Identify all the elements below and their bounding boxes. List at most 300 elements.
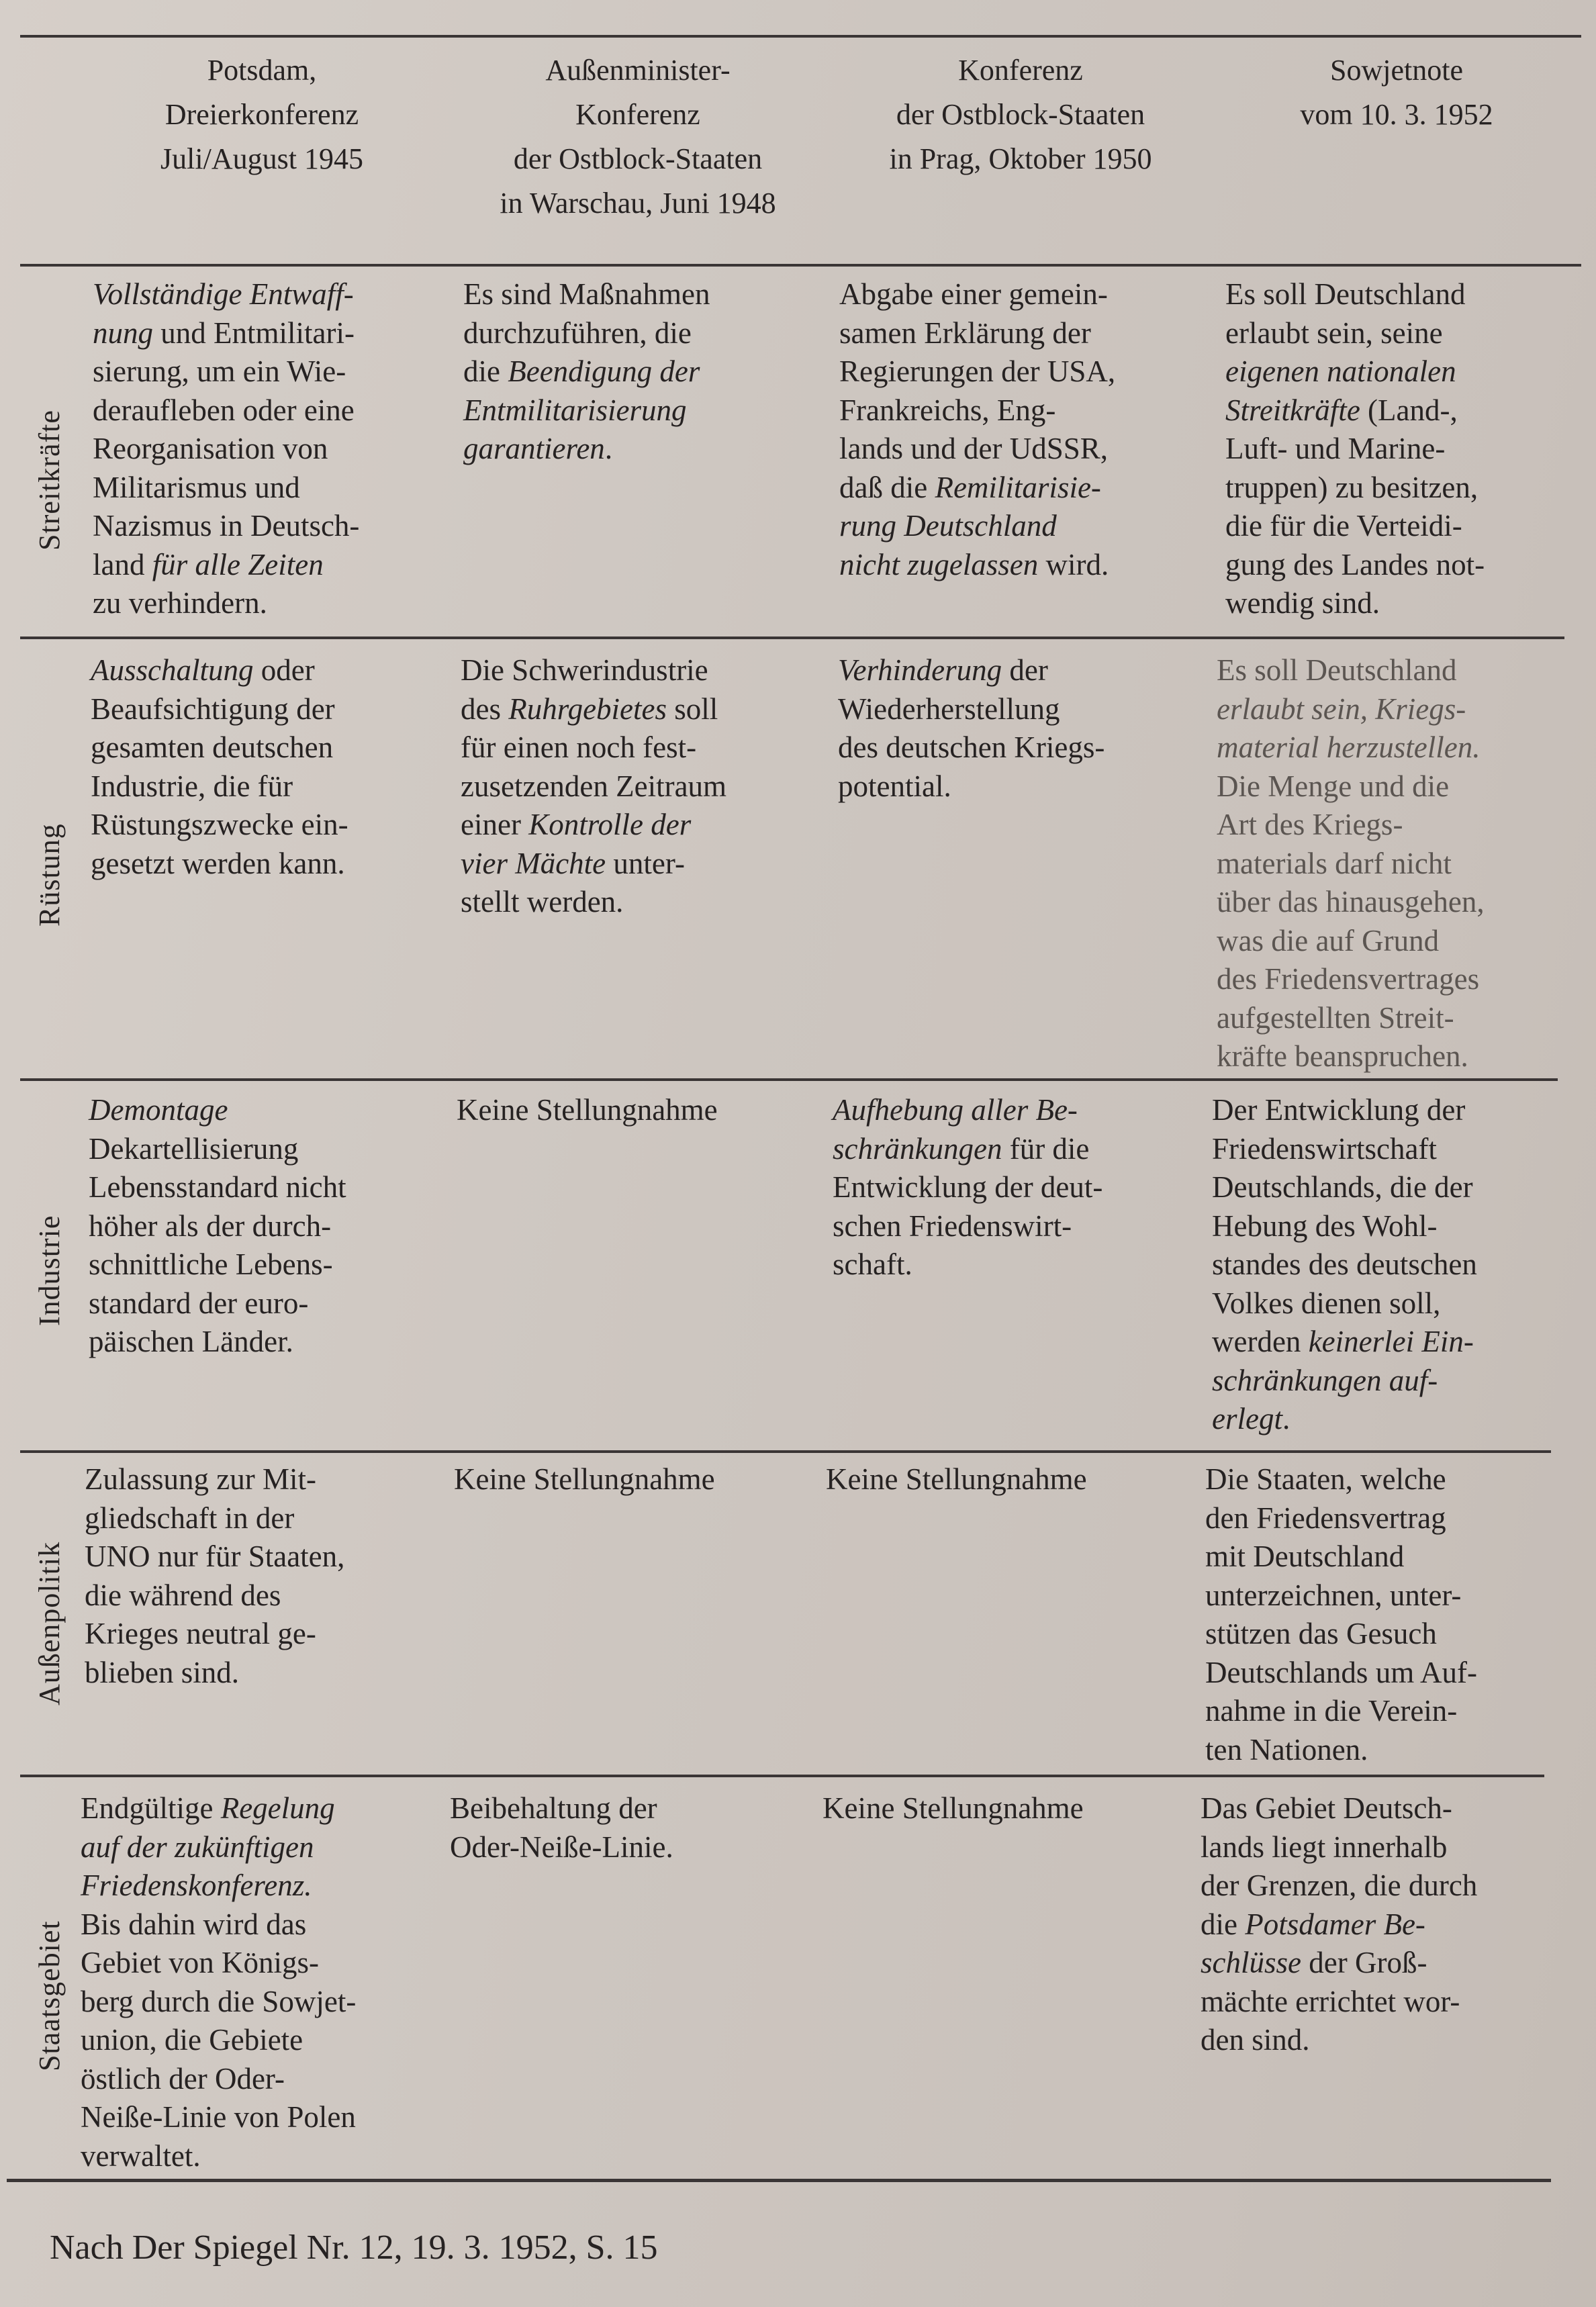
text: land xyxy=(93,547,152,581)
cell-line xyxy=(93,275,359,314)
row-streitkraefte xyxy=(0,275,1596,638)
text: Nazismus in Deutsch- xyxy=(93,509,360,543)
text: erlaubt sein, seine xyxy=(1225,316,1443,350)
cell-line xyxy=(838,728,1105,767)
cell-line xyxy=(1201,1789,1477,1828)
cell-line xyxy=(461,883,726,922)
cell-line xyxy=(839,314,1115,353)
cell-line xyxy=(91,651,348,690)
text: . xyxy=(1282,1402,1290,1435)
header-line: in Prag, Oktober 1950 xyxy=(889,142,1152,175)
text: Abgabe einer gemein- xyxy=(839,277,1108,311)
cell-line xyxy=(1205,1731,1477,1770)
text: stützen das Gesuch xyxy=(1205,1617,1437,1650)
text: unterzeichnen, unter- xyxy=(1205,1578,1462,1612)
top-rule xyxy=(20,35,1581,38)
cell-line xyxy=(833,1245,1102,1284)
header-line: Dreierkonferenz xyxy=(165,98,359,131)
text: schen Friedenswirt- xyxy=(833,1209,1072,1243)
cell-line xyxy=(1217,922,1485,961)
cell-line xyxy=(1217,1037,1485,1076)
text: für einen noch fest- xyxy=(461,731,697,764)
cell-sowjetnote xyxy=(1217,651,1485,1076)
cell-line xyxy=(1225,391,1485,430)
cell-warschau xyxy=(461,651,726,922)
cell-line xyxy=(1225,430,1485,469)
cell-line xyxy=(81,2098,356,2137)
text: Die Schwerindustrie xyxy=(461,653,708,687)
italic-text: schränkungen auf- xyxy=(1212,1363,1438,1397)
cell-line xyxy=(454,1460,715,1499)
cell-line xyxy=(1212,1362,1477,1401)
cell-line xyxy=(1217,806,1485,845)
text: samen Erklärung der xyxy=(839,316,1091,350)
italic-text: material herzustellen. xyxy=(1217,731,1481,764)
cell-line xyxy=(91,690,348,729)
italic-text: Entmilitarisierung xyxy=(463,393,687,427)
text: . xyxy=(604,432,613,465)
text: Oder-Neiße-Linie. xyxy=(450,1830,673,1864)
text: stellt werden. xyxy=(461,885,624,919)
italic-text: Vollständige Entwaff- xyxy=(93,277,354,311)
header-line: Potsdam, xyxy=(207,54,317,87)
text: der xyxy=(1002,653,1048,687)
cell-line xyxy=(461,728,726,767)
text: gesamten deutschen xyxy=(91,731,334,764)
text: Entwicklung der deut- xyxy=(833,1170,1103,1204)
cell-line xyxy=(839,469,1115,508)
row-rule xyxy=(20,1775,1544,1777)
cell-line xyxy=(461,651,726,690)
cell-line xyxy=(833,1207,1102,1246)
cell-line xyxy=(1205,1499,1477,1538)
cell-line xyxy=(1205,1538,1477,1576)
text: wendig sind. xyxy=(1225,586,1380,620)
text: über das hinausgehen, xyxy=(1217,885,1485,919)
cell-sowjetnote xyxy=(1225,275,1485,623)
italic-text: Aufhebung aller Be- xyxy=(833,1093,1078,1127)
text: Es soll Deutschland xyxy=(1217,653,1457,687)
cell-line xyxy=(93,314,359,353)
italic-text: eigenen nationalen xyxy=(1225,355,1456,388)
text: die während des xyxy=(85,1578,281,1612)
cell-line xyxy=(463,275,710,314)
row-rule xyxy=(20,637,1564,639)
cell-line xyxy=(463,430,710,469)
text: Volkes dienen soll, xyxy=(1212,1286,1441,1320)
text: Frankreichs, Eng- xyxy=(839,393,1056,427)
cell-line xyxy=(89,1323,346,1362)
cell-line xyxy=(1225,314,1485,353)
row-aussenpolitik xyxy=(0,1460,1596,1769)
cell-sowjetnote xyxy=(1205,1460,1477,1769)
header-line: vom 10. 3. 1952 xyxy=(1300,98,1493,131)
cell-line xyxy=(85,1654,344,1693)
text: Lebensstandard nicht xyxy=(89,1170,346,1204)
cell-warschau xyxy=(463,275,710,469)
cell-line xyxy=(1217,845,1485,884)
header-rule xyxy=(20,264,1581,267)
cell-prag xyxy=(826,1460,1087,1499)
text: deraufleben oder eine xyxy=(93,393,355,427)
cell-line xyxy=(839,430,1115,469)
cell-line xyxy=(85,1615,344,1654)
header-line: Konferenz xyxy=(958,54,1083,87)
cell-prag xyxy=(823,1789,1084,1828)
cell-line xyxy=(461,767,726,806)
italic-text: nung xyxy=(93,316,153,350)
header-prag xyxy=(839,48,1202,181)
cell-line xyxy=(81,1944,356,1983)
text: Keine Stellungnahme xyxy=(823,1791,1084,1825)
cell-potsdam xyxy=(85,1460,344,1692)
cell-line xyxy=(1201,1983,1477,2022)
cell-line xyxy=(450,1789,673,1828)
cell-line xyxy=(89,1091,346,1130)
header-line: Sowjetnote xyxy=(1330,54,1463,87)
cell-line xyxy=(93,507,359,546)
italic-text: Demontage xyxy=(89,1093,228,1127)
header-line: Konferenz xyxy=(575,98,700,131)
cell-line xyxy=(85,1538,344,1576)
text: Neiße-Linie von Polen xyxy=(81,2100,356,2134)
row-staatsgebiet xyxy=(0,1789,1596,2192)
text: den sind. xyxy=(1201,2023,1310,2057)
text: Deutschlands um Auf- xyxy=(1205,1655,1477,1689)
text: Die Menge und die xyxy=(1217,769,1450,803)
text: Das Gebiet Deutsch- xyxy=(1201,1791,1452,1825)
italic-text: Ruhrgebietes xyxy=(508,692,667,726)
italic-text: Remilitarisie- xyxy=(935,470,1101,504)
cell-warschau xyxy=(454,1460,715,1499)
cell-line xyxy=(823,1789,1084,1828)
cell-line xyxy=(1201,1867,1477,1905)
text: Beibehaltung der xyxy=(450,1791,657,1825)
text: Der Entwicklung der xyxy=(1212,1093,1466,1127)
cell-line xyxy=(1212,1323,1477,1362)
text: den Friedensvertrag xyxy=(1205,1501,1446,1535)
text: (Land-, xyxy=(1360,393,1458,427)
text: Gebiet von Königs- xyxy=(81,1946,319,1979)
cell-line xyxy=(1217,883,1485,922)
text: Militarismus und xyxy=(93,470,300,504)
header-line: in Warschau, Juni 1948 xyxy=(500,187,776,220)
italic-text: für alle Zeiten xyxy=(152,547,324,581)
text: Die Staaten, welche xyxy=(1205,1462,1446,1496)
text: Hebung des Wohl- xyxy=(1212,1209,1438,1243)
text: gliedschaft in der xyxy=(85,1501,295,1535)
italic-text: auf der zukünftigen xyxy=(81,1830,314,1864)
row-label: Rüstung xyxy=(33,823,66,927)
cell-line xyxy=(838,767,1105,806)
cell-potsdam xyxy=(93,275,359,623)
header-line: Außenminister- xyxy=(545,54,731,87)
text: östlich der Oder- xyxy=(81,2061,285,2096)
header-line: der Ostblock-Staaten xyxy=(513,142,763,175)
text: Deutschlands, die der xyxy=(1212,1170,1473,1204)
text: Es soll Deutschland xyxy=(1225,277,1466,311)
text: die für die Verteidi- xyxy=(1225,509,1462,543)
cell-line xyxy=(93,469,359,508)
row-industrie xyxy=(0,1091,1596,1454)
text: mit Deutschland xyxy=(1205,1540,1405,1573)
text: standard der euro- xyxy=(89,1286,309,1320)
cell-line xyxy=(93,391,359,430)
text: zu verhindern. xyxy=(93,586,267,620)
text: Beaufsichtigung der xyxy=(91,692,335,726)
italic-text: Ausschaltung xyxy=(91,653,254,687)
header-potsdam xyxy=(101,48,423,181)
text: kräfte beanspruchen. xyxy=(1217,1039,1468,1073)
cell-line xyxy=(91,806,348,845)
cell-line xyxy=(1201,1905,1477,1944)
text: truppen) zu besitzen, xyxy=(1225,470,1478,504)
italic-text: schränkungen xyxy=(833,1131,1002,1166)
cell-line xyxy=(1225,469,1485,508)
text: daß die xyxy=(839,470,935,504)
cell-line xyxy=(81,2021,356,2060)
text: lands und der UdSSR, xyxy=(839,432,1109,465)
cell-line xyxy=(1212,1091,1477,1130)
italic-text: Verhinderung xyxy=(838,653,1002,687)
header-sowjetnote xyxy=(1229,48,1564,137)
cell-line xyxy=(1217,960,1485,999)
text: UNO nur für Staaten, xyxy=(85,1540,345,1573)
italic-text: schlüsse xyxy=(1201,1946,1301,1979)
cell-line xyxy=(1212,1207,1477,1246)
cell-line xyxy=(93,430,359,469)
cell-line xyxy=(839,275,1115,314)
cell-line xyxy=(1201,1828,1477,1867)
cell-line xyxy=(1217,690,1485,729)
cell-line xyxy=(85,1499,344,1538)
italic-text: vier Mächte xyxy=(461,846,606,880)
row-rule xyxy=(20,1450,1551,1453)
italic-text: erlegt xyxy=(1212,1402,1282,1435)
text: lands liegt innerhalb xyxy=(1201,1830,1448,1864)
text: des Friedensvertrages xyxy=(1217,962,1480,996)
cell-line xyxy=(1205,1654,1477,1693)
cell-line xyxy=(1217,999,1485,1038)
text: des xyxy=(461,692,509,726)
cell-line xyxy=(81,1789,356,1828)
cell-line xyxy=(461,690,726,729)
cell-line xyxy=(833,1168,1102,1207)
text: nahme in die Verein- xyxy=(1205,1694,1458,1728)
text: Wiederherstellung xyxy=(838,692,1060,726)
text: Friedenswirtschaft xyxy=(1212,1131,1437,1166)
italic-text: Regelung xyxy=(220,1791,335,1825)
cell-line xyxy=(833,1091,1102,1130)
cell-line xyxy=(93,546,359,585)
cell-potsdam xyxy=(91,651,348,883)
cell-prag xyxy=(833,1091,1102,1284)
row-ruestung xyxy=(0,651,1596,1081)
text: union, die Gebiete xyxy=(81,2023,303,2057)
cell-line xyxy=(839,391,1115,430)
italic-text: Kontrolle der xyxy=(528,808,692,841)
text: was die auf Grund xyxy=(1217,923,1440,957)
italic-text: Streitkräfte xyxy=(1225,393,1360,427)
row-rule xyxy=(20,1078,1558,1081)
text: sierung, um ein Wie- xyxy=(93,355,346,388)
cell-line xyxy=(81,1867,356,1905)
cell-line xyxy=(838,651,1105,690)
cell-line xyxy=(85,1460,344,1499)
cell-line xyxy=(89,1284,346,1323)
text: Art des Kriegs- xyxy=(1217,808,1403,841)
text: Regierungen der USA, xyxy=(839,355,1116,388)
cell-line xyxy=(461,806,726,845)
text: die xyxy=(463,355,508,388)
cell-line xyxy=(1225,584,1485,623)
row-label: Streitkräfte xyxy=(33,410,66,551)
row-label: Staatsgebiet xyxy=(33,1920,66,2071)
cell-line xyxy=(1212,1245,1477,1284)
cell-line xyxy=(463,391,710,430)
cell-line xyxy=(1217,651,1485,690)
cell-line xyxy=(91,767,348,806)
italic-text: Potsdamer Be- xyxy=(1245,1907,1425,1941)
text: materials darf nicht xyxy=(1217,846,1452,880)
text: Industrie, die für xyxy=(91,769,293,803)
cell-line xyxy=(839,352,1115,391)
cell-line xyxy=(838,690,1105,729)
text: für die xyxy=(1002,1131,1090,1166)
cell-line xyxy=(1217,728,1485,767)
row-label: Industrie xyxy=(33,1215,66,1326)
cell-line xyxy=(85,1576,344,1615)
bottom-rule xyxy=(7,2179,1551,2182)
cell-line xyxy=(1205,1692,1477,1731)
text: Keine Stellungnahme xyxy=(826,1462,1087,1496)
cell-line xyxy=(463,314,710,353)
cell-line xyxy=(81,2137,356,2176)
text: soll xyxy=(667,692,718,726)
text: durchzuführen, die xyxy=(463,316,692,350)
text: schnittliche Lebens- xyxy=(89,1247,333,1281)
text: Keine Stellungnahme xyxy=(454,1462,715,1496)
italic-text: garantieren xyxy=(463,432,605,465)
cell-potsdam xyxy=(81,1789,356,2175)
cell-line xyxy=(89,1207,346,1246)
cell-line xyxy=(839,507,1115,546)
text: Endgültige xyxy=(81,1791,221,1825)
cell-sowjetnote xyxy=(1212,1091,1477,1439)
italic-text: keinerlei Ein- xyxy=(1308,1325,1474,1358)
text: mächte errichtet wor- xyxy=(1201,1984,1460,2018)
text: Keine Stellungnahme xyxy=(457,1093,718,1127)
text: Reorganisation von xyxy=(93,432,328,465)
text: wird. xyxy=(1038,547,1109,581)
text: ten Nationen. xyxy=(1205,1732,1368,1767)
header-warschau xyxy=(457,48,819,226)
cell-line xyxy=(1205,1615,1477,1654)
cell-warschau xyxy=(450,1789,673,1867)
text: die xyxy=(1201,1907,1246,1941)
cell-line xyxy=(1225,507,1485,546)
italic-text: erlaubt sein, Kriegs- xyxy=(1217,692,1466,726)
text: aufgestellten Streit- xyxy=(1217,1000,1454,1035)
text: einer xyxy=(461,808,529,841)
cell-line xyxy=(81,1828,356,1867)
cell-line xyxy=(1212,1284,1477,1323)
table-header xyxy=(0,48,1596,250)
text: standes des deutschen xyxy=(1212,1247,1477,1281)
italic-text: nicht zugelassen xyxy=(839,547,1039,581)
cell-line xyxy=(81,1905,356,1944)
cell-line xyxy=(1205,1576,1477,1615)
text: der Groß- xyxy=(1301,1946,1427,1979)
cell-line xyxy=(1205,1460,1477,1499)
cell-line xyxy=(1225,275,1485,314)
cell-line xyxy=(826,1460,1087,1499)
text: Dekartellisierung xyxy=(89,1131,299,1166)
text: und Entmilitari- xyxy=(153,316,355,350)
text: unter- xyxy=(606,846,685,880)
text: blieben sind. xyxy=(85,1655,239,1689)
cell-line xyxy=(457,1091,718,1130)
text: Es sind Maßnahmen xyxy=(463,277,710,311)
text: zusetzenden Zeitraum xyxy=(461,769,727,803)
cell-line xyxy=(463,352,710,391)
text: verwaltet. xyxy=(81,2138,201,2173)
cell-line xyxy=(81,2060,356,2099)
header-line: der Ostblock-Staaten xyxy=(896,98,1145,131)
text: Rüstungszwecke ein- xyxy=(91,808,348,841)
cell-line xyxy=(833,1130,1102,1169)
cell-line xyxy=(1212,1130,1477,1169)
text: werden xyxy=(1212,1325,1309,1358)
text: oder xyxy=(253,653,315,687)
cell-line xyxy=(89,1245,346,1284)
text: päischen Länder. xyxy=(89,1325,293,1358)
cell-line xyxy=(839,546,1115,585)
cell-line xyxy=(91,728,348,767)
text: potential. xyxy=(838,769,951,803)
cell-line xyxy=(91,845,348,884)
text: höher als der durch- xyxy=(89,1209,332,1243)
cell-line xyxy=(1225,546,1485,585)
cell-line xyxy=(1217,767,1485,806)
cell-line xyxy=(89,1130,346,1169)
header-line: Juli/August 1945 xyxy=(160,142,363,175)
cell-line xyxy=(93,352,359,391)
cell-sowjetnote xyxy=(1201,1789,1477,2060)
text: Luft- und Marine- xyxy=(1225,432,1446,465)
italic-text: Beendigung der xyxy=(508,355,700,388)
text: schaft. xyxy=(833,1247,912,1281)
cell-line xyxy=(1212,1400,1477,1439)
italic-text: Friedenskonferenz. xyxy=(81,1869,312,1902)
cell-line xyxy=(81,1983,356,2022)
text: Bis dahin wird das xyxy=(81,1907,307,1941)
text: gung des Landes not- xyxy=(1225,547,1485,581)
source-citation: Nach Der Spiegel Nr. 12, 19. 3. 1952, S. 15 xyxy=(50,2228,658,2267)
text: des deutschen Kriegs- xyxy=(838,731,1105,764)
text: Krieges neutral ge- xyxy=(85,1617,316,1650)
cell-prag xyxy=(839,275,1115,584)
cell-prag xyxy=(838,651,1105,806)
cell-line xyxy=(1201,2021,1477,2060)
cell-line xyxy=(1201,1944,1477,1983)
text: der Grenzen, die durch xyxy=(1201,1869,1478,1902)
cell-line xyxy=(93,584,359,623)
text: Zulassung zur Mit- xyxy=(85,1462,316,1496)
row-label: Außenpolitik xyxy=(33,1541,66,1705)
italic-text: rung Deutschland xyxy=(839,509,1057,543)
cell-line xyxy=(89,1168,346,1207)
